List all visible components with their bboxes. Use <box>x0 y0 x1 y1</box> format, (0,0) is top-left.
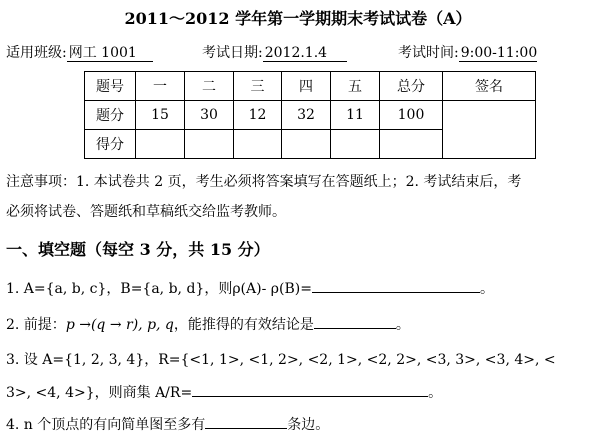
question-3-line-2 <box>6 380 442 403</box>
table-header-cell: 一 <box>136 72 185 101</box>
notice-line-1: 注意事项：1. 本试卷共 2 页，考生必须将答案填写在答题纸上；2. 考试结束后，考 <box>6 174 522 190</box>
time-value: 9:00-11:00 <box>460 45 538 61</box>
table-cell: 题分 <box>85 101 136 130</box>
time-label: 考试时间: <box>398 45 459 61</box>
date-info <box>202 42 347 62</box>
table-cell: 30 <box>185 101 234 130</box>
date-label: 考试日期: <box>202 45 263 61</box>
table-cell <box>331 130 380 159</box>
class-value: 网工 1001 <box>67 45 153 62</box>
signature-cell <box>443 101 536 159</box>
question-3-line-1: 3. 设 A={1, 2, 3, 4}，R={<1, 1>, <1, 2>, <2, 1>, <2, 2>, <3, 3>, <3, 4>, < <box>6 352 556 368</box>
score-table-header-row <box>85 72 536 101</box>
table-cell <box>380 130 443 159</box>
table-header-cell: 二 <box>185 72 234 101</box>
answer-blank[interactable] <box>312 276 480 293</box>
question-2 <box>6 312 410 335</box>
table-cell: 15 <box>136 101 185 130</box>
answer-blank[interactable] <box>192 380 428 397</box>
table-header-cell: 三 <box>234 72 282 101</box>
section-heading: 一、填空题（每空 3 分，共 15 分） <box>6 240 270 259</box>
question-2-formula: p →(q → r), p, q <box>65 317 174 333</box>
question-1 <box>6 276 494 299</box>
table-cell: 32 <box>282 101 331 130</box>
table-header-cell: 签名 <box>443 72 536 101</box>
question-2-suffix: ，能推得的有效结论是 <box>173 317 314 333</box>
question-1-text: 1. A={a, b, c}，B={a, b, d}，则ρ(A)- ρ(B)= <box>6 281 312 297</box>
time-info <box>398 42 537 62</box>
question-4-prefix: 4. n 个顶点的有向简单图至多有 <box>6 417 206 433</box>
table-header-cell: 四 <box>282 72 331 101</box>
table-cell <box>282 130 331 159</box>
question-2-prefix: 2. 前提： <box>6 317 66 333</box>
table-cell <box>234 130 282 159</box>
table-cell: 100 <box>380 101 443 130</box>
date-value: 2012.1.4 <box>263 45 347 62</box>
class-label: 适用班级: <box>6 45 67 61</box>
question-3-end: 。 <box>428 385 443 401</box>
question-4 <box>6 412 329 435</box>
answer-blank[interactable] <box>205 412 287 429</box>
table-cell <box>136 130 185 159</box>
table-cell: 11 <box>331 101 380 130</box>
question-1-end: 。 <box>479 281 494 297</box>
exam-title: 2011～2012 学年第一学期期末考试试卷（A） <box>124 9 472 28</box>
answer-blank[interactable] <box>314 312 396 329</box>
question-4-suffix: 条边。 <box>287 417 330 433</box>
table-header-cell: 五 <box>331 72 380 101</box>
question-2-end: 。 <box>395 317 410 333</box>
table-cell: 得分 <box>85 130 136 159</box>
score-table <box>84 71 536 159</box>
class-info <box>6 42 153 62</box>
table-header-cell: 题号 <box>85 72 136 101</box>
table-header-cell: 总分 <box>380 72 443 101</box>
notice-line-2: 必须将试卷、答题纸和草稿纸交给监考教师。 <box>6 204 286 220</box>
table-cell: 12 <box>234 101 282 130</box>
table-cell <box>185 130 234 159</box>
score-table-points-row <box>85 101 536 130</box>
exam-info-row <box>6 42 596 62</box>
question-3-line-2-prefix: 3>, <4, 4>}，则商集 A/R= <box>6 385 193 401</box>
